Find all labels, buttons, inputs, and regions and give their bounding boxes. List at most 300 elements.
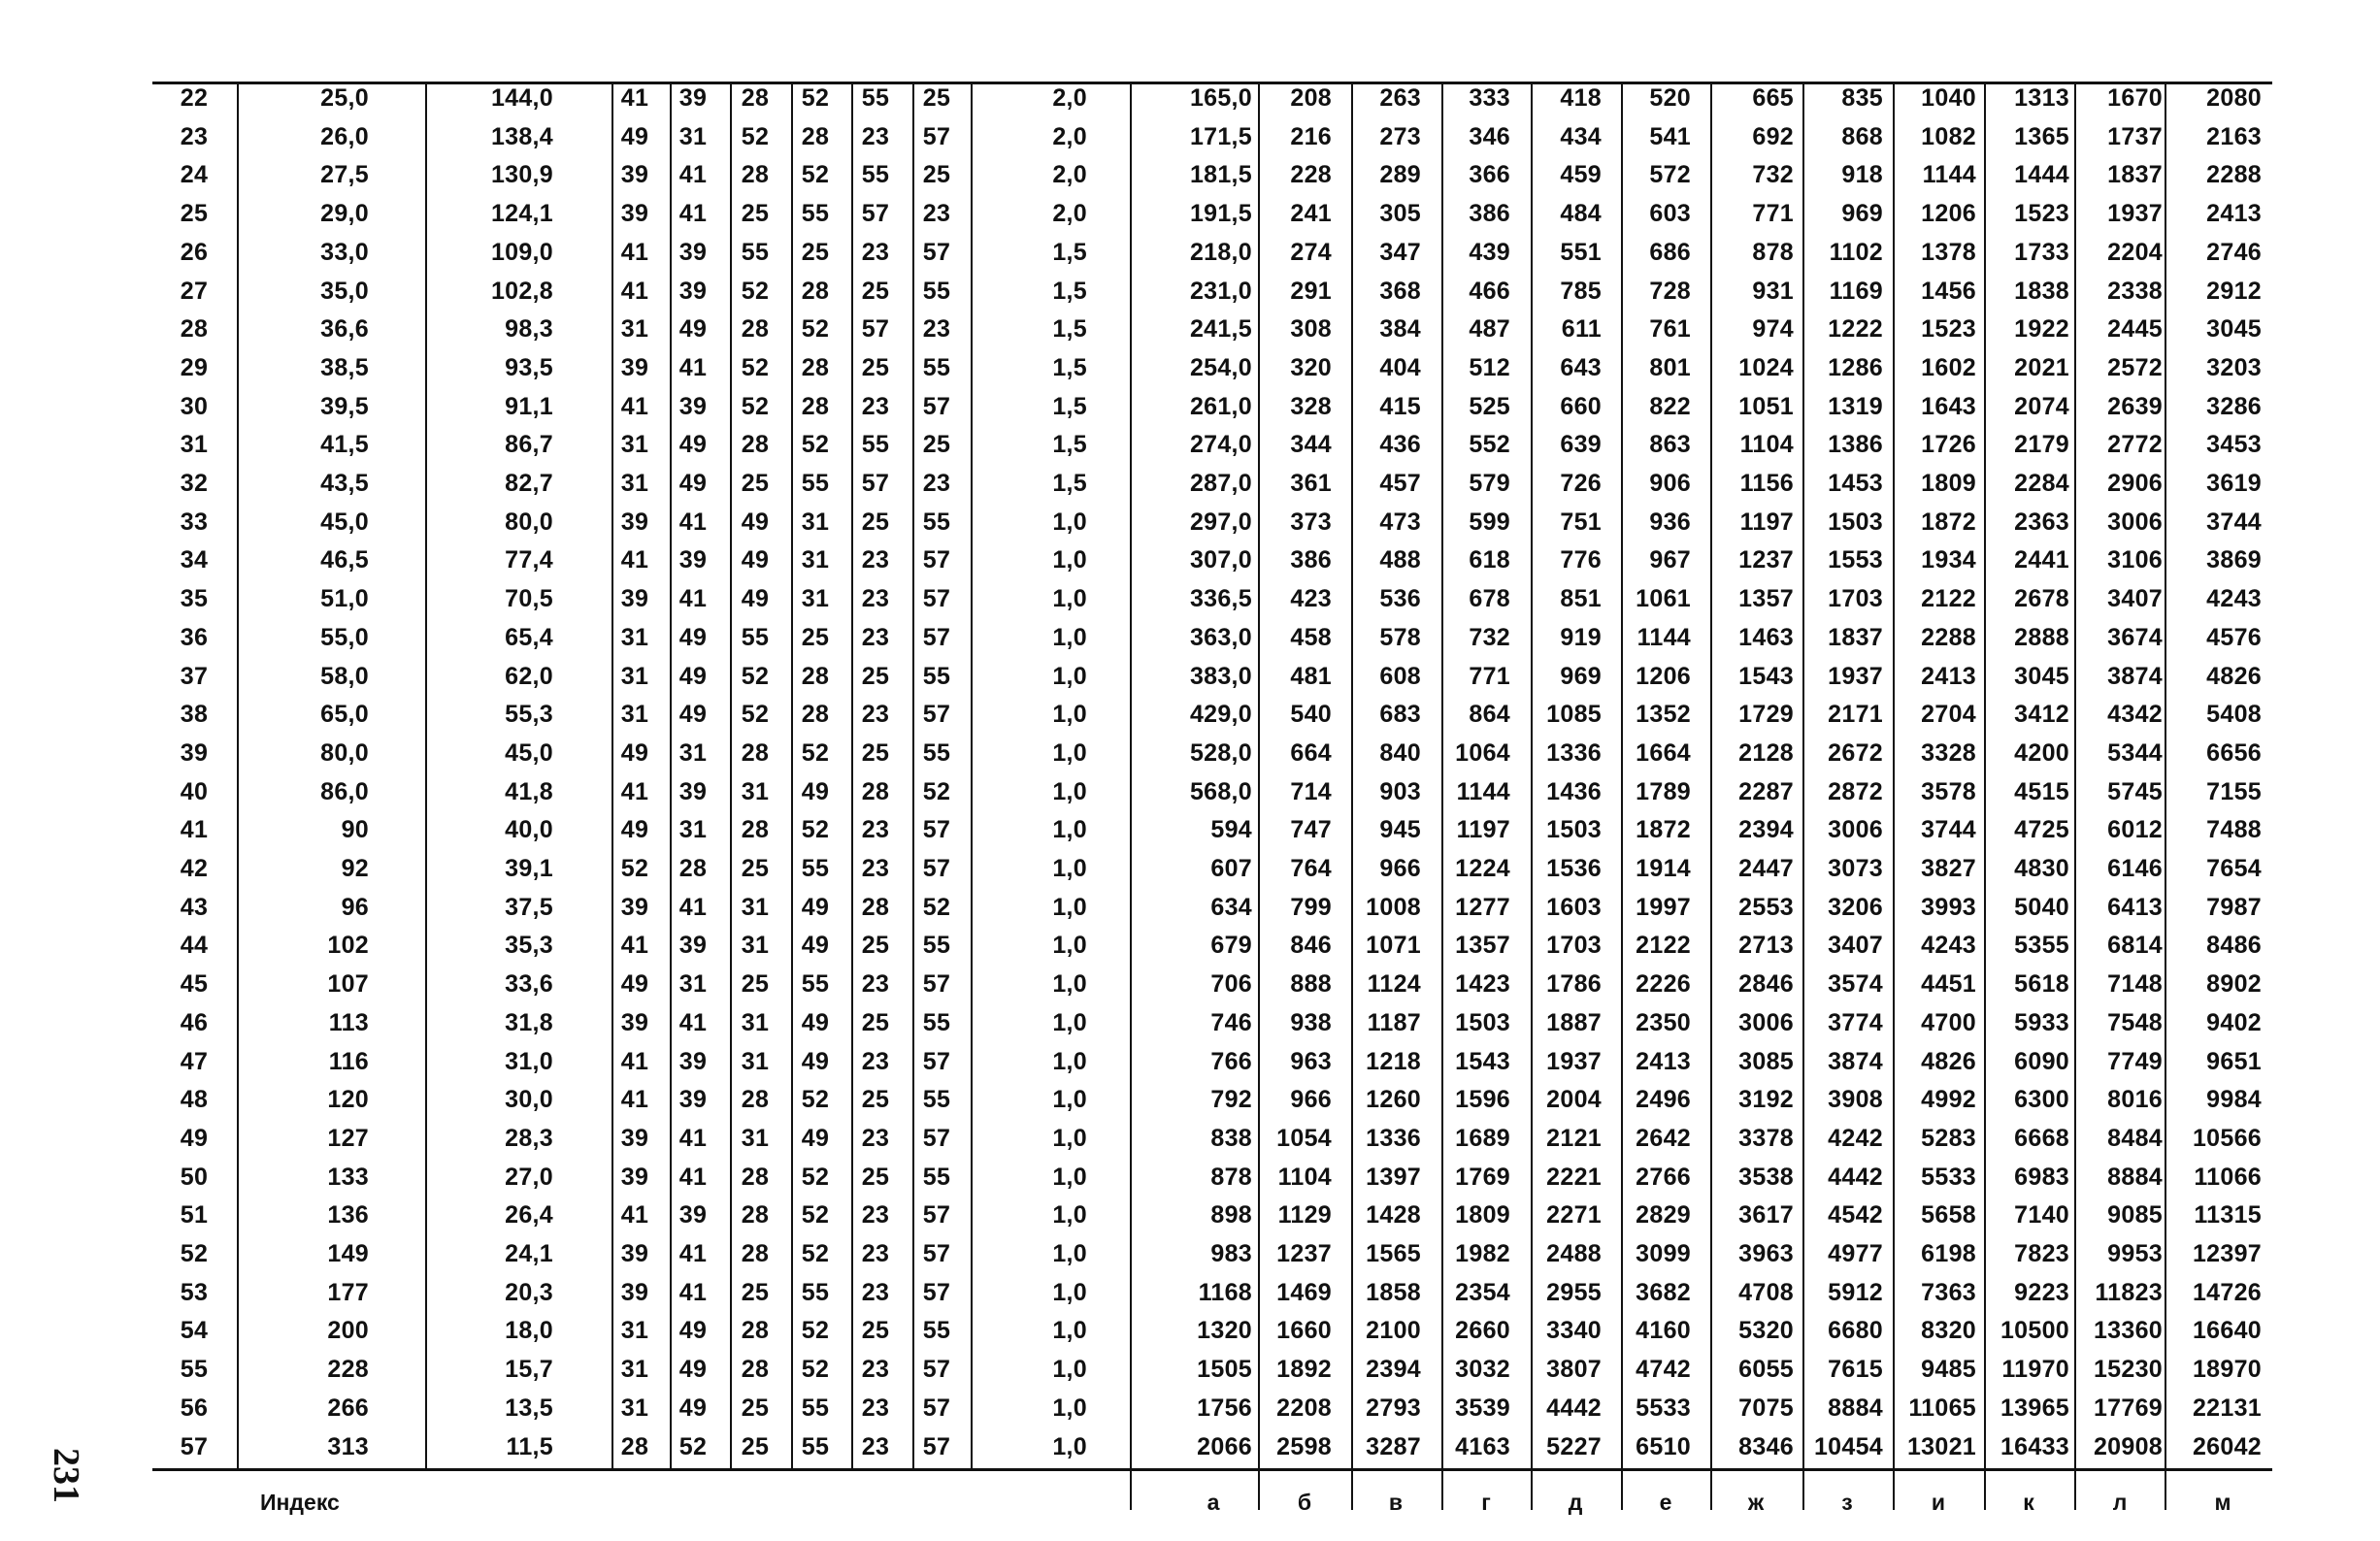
table-cell: 39 [678, 84, 708, 112]
table-cell: 678 [1469, 585, 1510, 613]
table-cell: 1144 [1922, 161, 1976, 189]
table-cell: 41 [678, 200, 708, 228]
table-cell: 98,3 [505, 315, 553, 344]
table-cell: 4992 [1921, 1086, 1976, 1114]
table-cell: 9402 [2206, 1008, 2262, 1036]
table-cell: 49 [620, 816, 649, 844]
table-cell: 49 [801, 777, 830, 805]
table-cell: 1085 [1546, 701, 1602, 729]
table-cell: 136 [327, 1201, 369, 1230]
table-cell: 25 [861, 508, 890, 536]
table-cell: 57 [861, 200, 890, 228]
table-cell: 603 [1649, 200, 1691, 228]
table-cell: 746 [1210, 1008, 1252, 1036]
table-cell: 1603 [1546, 893, 1602, 921]
table-cell: 1320 [1197, 1317, 1252, 1345]
row-number: 23 [180, 122, 209, 150]
table-cell: 4243 [2206, 585, 2262, 613]
table-cell: 28 [741, 816, 770, 844]
table-cell: 3412 [2014, 701, 2069, 729]
table-cell: 1536 [1546, 855, 1602, 882]
table-cell: 1505 [1197, 1356, 1252, 1384]
row-number: 44 [180, 932, 209, 960]
table-cell: 1523 [2014, 200, 2069, 228]
table-cell: 1,0 [1052, 1393, 1087, 1422]
table-cell: 1237 [1276, 1240, 1332, 1267]
table-cell: 541 [1649, 122, 1691, 150]
table-cell: 1703 [1828, 585, 1883, 613]
table-cell: 7749 [2107, 1047, 2163, 1075]
table-cell: 297,0 [1189, 508, 1252, 536]
table-cell: 2128 [1738, 738, 1794, 767]
table-cell: 31 [620, 1393, 649, 1422]
table-cell: 1064 [1455, 738, 1510, 767]
table-cell: 439 [1469, 238, 1510, 266]
table-cell: 287,0 [1189, 470, 1252, 497]
table-cell: 966 [1290, 1086, 1332, 1114]
table-cell: 643 [1560, 353, 1602, 381]
table-cell: 679 [1210, 932, 1252, 960]
table-cell: 55 [741, 623, 770, 651]
table-cell: 31 [678, 816, 708, 844]
table-cell: 2288 [2206, 161, 2262, 189]
table-cell: 41 [620, 777, 649, 805]
table-cell: 39 [620, 1124, 649, 1152]
table-cell: 1809 [1455, 1201, 1510, 1230]
table-cell: 52 [741, 392, 770, 420]
row-number: 55 [180, 1356, 209, 1384]
table-cell: 55,0 [320, 623, 369, 651]
table-cell: 540 [1290, 701, 1332, 729]
table-cell: 57 [922, 1240, 951, 1267]
table-cell: 1,5 [1052, 431, 1087, 459]
table-cell: 1,0 [1052, 1047, 1087, 1075]
table-cell: 13360 [2093, 1317, 2163, 1345]
table-cell: 1,5 [1052, 392, 1087, 420]
table-cell: 289 [1379, 161, 1421, 189]
table-cell: 31 [620, 470, 649, 497]
table-cell: 520 [1649, 84, 1691, 112]
table-cell: 28 [741, 1356, 770, 1384]
table-cell: 1565 [1366, 1240, 1421, 1267]
table-cell: 55 [922, 662, 951, 690]
table-cell: 3085 [1738, 1047, 1794, 1075]
table-cell: 31 [620, 662, 649, 690]
table-cell: 1737 [2107, 122, 2163, 150]
table-cell: 144,0 [490, 84, 553, 112]
table-cell: 1,0 [1052, 1317, 1087, 1345]
table-cell: 52 [801, 1240, 830, 1267]
row-number: 39 [180, 738, 209, 767]
table-cell: 41 [620, 932, 649, 960]
table-cell: 57 [922, 970, 951, 999]
table-cell: 3287 [1366, 1432, 1421, 1460]
table-cell: 1,0 [1052, 1278, 1087, 1306]
table-cell: 639 [1560, 431, 1602, 459]
table-cell: 41 [620, 84, 649, 112]
table-cell: 1357 [1738, 585, 1794, 613]
table-cell: 31 [801, 546, 830, 574]
table-cell: 55 [861, 161, 890, 189]
table-cell: 11823 [2095, 1278, 2163, 1306]
table-cell: 6198 [1921, 1240, 1976, 1267]
table-cell: 31 [678, 970, 708, 999]
table-cell: 1,0 [1052, 816, 1087, 844]
index-label: Индекс [260, 1490, 340, 1515]
table-cell: 49 [678, 1317, 708, 1345]
table-cell: 4200 [2014, 738, 2069, 767]
table-cell: 52 [741, 277, 770, 305]
table-cell: 31,8 [505, 1008, 553, 1036]
table-cell: 26042 [2192, 1432, 2262, 1460]
table-cell: 55 [922, 1317, 951, 1345]
table-cell: 1102 [1829, 238, 1883, 266]
footer-tick [2074, 1471, 2076, 1510]
table-cell: 5344 [2107, 738, 2163, 767]
table-cell: 728 [1649, 277, 1691, 305]
table-cell: 4700 [1921, 1008, 1976, 1036]
table-cell: 974 [1752, 315, 1794, 344]
table-cell: 86,7 [505, 431, 553, 459]
table-cell: 840 [1379, 738, 1421, 767]
table-cell: 868 [1841, 122, 1883, 150]
table-cell: 5320 [1738, 1317, 1794, 1345]
column-letter: г [1481, 1490, 1491, 1515]
table-cell: 41,5 [320, 431, 369, 459]
table-cell: 1,0 [1052, 1356, 1087, 1384]
table-cell: 7140 [2014, 1201, 2069, 1230]
table-cell: 41 [678, 508, 708, 536]
table-cell: 7148 [2107, 970, 2163, 999]
table-cell: 983 [1210, 1240, 1252, 1267]
table-cell: 1008 [1366, 893, 1421, 921]
table-cell: 1456 [1921, 277, 1976, 305]
table-cell: 551 [1560, 238, 1602, 266]
table-cell: 52 [801, 1356, 830, 1384]
table-cell: 4451 [1921, 970, 1976, 999]
table-cell: 415 [1379, 392, 1421, 420]
table-cell: 25 [741, 1432, 770, 1460]
table-cell: 1,0 [1052, 1240, 1087, 1267]
table-cell: 714 [1290, 777, 1332, 805]
table-cell: 1,0 [1052, 546, 1087, 574]
table-cell: 1837 [2107, 161, 2163, 189]
table-cell: 102 [327, 932, 369, 960]
row-number: 29 [180, 353, 209, 381]
table-cell: 52 [801, 1163, 830, 1191]
table-cell: 10500 [2000, 1317, 2069, 1345]
table-cell: 1124 [1367, 970, 1421, 999]
table-cell: 45,0 [320, 508, 369, 536]
table-cell: 28 [620, 1432, 649, 1460]
table-cell: 2021 [2014, 353, 2069, 381]
table-cell: 254,0 [1189, 353, 1252, 381]
table-cell: 1596 [1455, 1086, 1510, 1114]
row-number: 27 [180, 277, 209, 305]
table-cell: 1789 [1636, 777, 1691, 805]
table-cell: 1378 [1921, 238, 1976, 266]
table-cell: 52 [801, 1201, 830, 1230]
table-cell: 39 [620, 161, 649, 189]
table-cell: 41 [620, 392, 649, 420]
table-cell: 31 [741, 1124, 770, 1152]
table-cell: 1937 [2107, 200, 2163, 228]
table-cell: 39 [678, 546, 708, 574]
table-cell: 25 [922, 431, 951, 459]
table-cell: 2572 [2107, 353, 2163, 381]
table-cell: 23 [861, 816, 890, 844]
table-cell: 39 [620, 585, 649, 613]
table-cell: 966 [1379, 855, 1421, 882]
row-number: 26 [180, 238, 209, 266]
table-cell: 25 [861, 1008, 890, 1036]
table-cell: 25 [801, 623, 830, 651]
table-cell: 55 [801, 200, 830, 228]
column-rule [791, 82, 793, 1471]
row-number: 53 [180, 1278, 209, 1306]
table-cell: 35,0 [320, 277, 369, 305]
table-cell: 23 [922, 315, 951, 344]
table-cell: 1156 [1739, 470, 1794, 497]
table-cell: 6146 [2107, 855, 2163, 882]
table-cell: 3099 [1636, 1240, 1691, 1267]
table-cell: 49 [678, 431, 708, 459]
column-letter: з [1841, 1490, 1853, 1515]
table-cell: 608 [1379, 662, 1421, 690]
table-cell: 1660 [1276, 1317, 1332, 1345]
table-cell: 3340 [1546, 1317, 1602, 1345]
table-cell: 33,0 [320, 238, 369, 266]
table-cell: 1726 [1921, 431, 1976, 459]
table-cell: 41 [678, 1124, 708, 1152]
row-number: 43 [180, 893, 209, 921]
table-cell: 5658 [1921, 1201, 1976, 1230]
table-cell: 6012 [2107, 816, 2163, 844]
table-cell: 41 [620, 1201, 649, 1230]
table-cell: 3619 [2206, 470, 2262, 497]
table-cell: 599 [1469, 508, 1510, 536]
table-cell: 49 [678, 623, 708, 651]
table-cell: 1453 [1828, 470, 1883, 497]
table-cell: 52 [741, 662, 770, 690]
table-cell: 2660 [1455, 1317, 1510, 1345]
table-cell: 898 [1210, 1201, 1252, 1230]
table-cell: 936 [1649, 508, 1691, 536]
table-cell: 1809 [1921, 470, 1976, 497]
table-cell: 5355 [2014, 932, 2069, 960]
table-cell: 55 [922, 932, 951, 960]
table-cell: 1144 [1636, 623, 1691, 651]
left-rule [237, 82, 239, 1471]
row-number: 41 [180, 816, 209, 844]
table-cell: 906 [1649, 470, 1691, 497]
table-cell: 92 [341, 855, 369, 882]
table-cell: 2639 [2107, 392, 2163, 420]
row-number: 45 [180, 970, 209, 999]
table-cell: 1313 [2014, 84, 2069, 112]
table-cell: 878 [1752, 238, 1794, 266]
table-cell: 2208 [1276, 1393, 1332, 1422]
table-cell: 30,0 [505, 1086, 553, 1114]
table-cell: 25 [741, 855, 770, 882]
table-cell: 525 [1469, 392, 1510, 420]
table-cell: 113 [328, 1008, 369, 1036]
table-cell: 2284 [2014, 470, 2069, 497]
table-cell: 1197 [1739, 508, 1794, 536]
table-cell: 52 [741, 701, 770, 729]
table-cell: 26,0 [320, 122, 369, 150]
table-cell: 3006 [1738, 1008, 1794, 1036]
table-cell: 96 [341, 893, 369, 921]
table-cell: 2829 [1636, 1201, 1691, 1230]
table-cell: 49 [620, 122, 649, 150]
table-cell: 57 [922, 701, 951, 729]
table-cell: 2912 [2206, 277, 2262, 305]
table-cell: 1914 [1636, 855, 1691, 882]
table-cell: 31 [741, 777, 770, 805]
bottom-rule [152, 1468, 2272, 1471]
footer-tick [1441, 1471, 1443, 1510]
table-cell: 31 [620, 1317, 649, 1345]
table-cell: 1386 [1828, 431, 1883, 459]
table-cell: 57 [922, 1124, 951, 1152]
table-cell: 903 [1379, 777, 1421, 805]
table-cell: 3744 [2206, 508, 2262, 536]
table-cell: 1837 [1828, 623, 1883, 651]
table-cell: 10566 [2192, 1124, 2262, 1152]
table-cell: 28 [741, 84, 770, 112]
table-cell: 39 [620, 1008, 649, 1036]
table-cell: 25 [741, 970, 770, 999]
table-cell: 3106 [2107, 546, 2163, 574]
table-cell: 39 [678, 932, 708, 960]
table-cell: 57 [922, 1356, 951, 1384]
table-cell: 23 [922, 470, 951, 497]
row-number: 56 [180, 1393, 209, 1422]
table-cell: 13965 [2000, 1393, 2069, 1422]
table-cell: 1,0 [1052, 701, 1087, 729]
table-cell: 3407 [2107, 585, 2163, 613]
table-cell: 1872 [1636, 816, 1691, 844]
table-cell: 41 [620, 1047, 649, 1075]
column-rule [2074, 82, 2076, 1471]
table-cell: 1,0 [1052, 508, 1087, 536]
row-number: 38 [180, 701, 209, 729]
table-cell: 31 [741, 1047, 770, 1075]
table-cell: 2746 [2206, 238, 2262, 266]
table-cell: 41 [678, 1240, 708, 1267]
table-cell: 49 [741, 508, 770, 536]
table-cell: 967 [1649, 546, 1691, 574]
table-cell: 552 [1469, 431, 1510, 459]
table-cell: 1503 [1546, 816, 1602, 844]
table-cell: 23 [861, 1393, 890, 1422]
table-cell: 363,0 [1189, 623, 1252, 651]
table-cell: 2171 [1828, 701, 1883, 729]
table-cell: 31 [678, 122, 708, 150]
table-cell: 1469 [1276, 1278, 1332, 1306]
column-rule [730, 82, 732, 1471]
table-cell: 2287 [1738, 777, 1794, 805]
table-cell: 20,3 [505, 1278, 553, 1306]
table-cell: 23 [861, 1432, 890, 1460]
table-cell: 52 [741, 353, 770, 381]
table-cell: 2179 [2014, 431, 2069, 459]
table-cell: 28 [741, 315, 770, 344]
table-cell: 4725 [2014, 816, 2069, 844]
table-cell: 3328 [1921, 738, 1976, 767]
table-cell: 57 [922, 1201, 951, 1230]
table-cell: 8484 [2107, 1124, 2163, 1152]
table-cell: 1104 [1277, 1163, 1332, 1191]
table-cell: 23 [861, 1201, 890, 1230]
table-cell: 2445 [2107, 315, 2163, 344]
table-cell: 41 [678, 1008, 708, 1036]
table-cell: 1428 [1366, 1201, 1421, 1230]
table-cell: 49 [678, 1356, 708, 1384]
table-cell: 1503 [1828, 508, 1883, 536]
table-cell: 52 [620, 855, 649, 882]
table-cell: 39 [620, 353, 649, 381]
table-cell: 2,0 [1052, 200, 1087, 228]
table-cell: 931 [1752, 277, 1794, 305]
row-number: 22 [180, 84, 209, 112]
table-cell: 3206 [1828, 893, 1883, 921]
table-cell: 31 [801, 585, 830, 613]
table-cell: 23 [861, 1278, 890, 1306]
table-cell: 2122 [1636, 932, 1691, 960]
table-cell: 31 [741, 893, 770, 921]
table-cell: 776 [1560, 546, 1602, 574]
table-cell: 25,0 [320, 84, 369, 112]
table-cell: 6656 [2206, 738, 2262, 767]
table-cell: 1,0 [1052, 932, 1087, 960]
table-cell: 333 [1469, 84, 1510, 112]
table-cell: 35,3 [505, 932, 553, 960]
table-cell: 692 [1752, 122, 1794, 150]
table-cell: 572 [1649, 161, 1691, 189]
table-cell: 1786 [1546, 970, 1602, 999]
table-cell: 31 [741, 1008, 770, 1036]
table-cell: 39 [678, 777, 708, 805]
table-cell: 127 [327, 1124, 369, 1152]
table-cell: 49 [678, 315, 708, 344]
table-cell: 28 [741, 1240, 770, 1267]
table-cell: 8902 [2206, 970, 2262, 999]
table-cell: 7823 [2014, 1240, 2069, 1267]
table-cell: 33,6 [505, 970, 553, 999]
table-cell: 660 [1560, 392, 1602, 420]
table-cell: 91,1 [505, 392, 553, 420]
footer-tick [1531, 1471, 1533, 1510]
table-cell: 2066 [1197, 1432, 1252, 1460]
row-number: 52 [180, 1240, 209, 1267]
table-cell: 1,0 [1052, 738, 1087, 767]
table-cell: 20908 [2093, 1432, 2163, 1460]
table-cell: 39 [620, 1240, 649, 1267]
table-cell: 8884 [2107, 1163, 2163, 1191]
table-cell: 751 [1560, 508, 1602, 536]
table-cell: 31 [620, 1356, 649, 1384]
table-cell: 39 [678, 1086, 708, 1114]
table-cell: 266 [327, 1393, 369, 1422]
table-cell: 51,0 [320, 585, 369, 613]
table-cell: 17769 [2093, 1393, 2163, 1422]
row-number: 50 [180, 1163, 209, 1191]
table-cell: 4242 [1828, 1124, 1883, 1152]
table-cell: 23 [861, 392, 890, 420]
table-cell: 37,5 [505, 893, 553, 921]
